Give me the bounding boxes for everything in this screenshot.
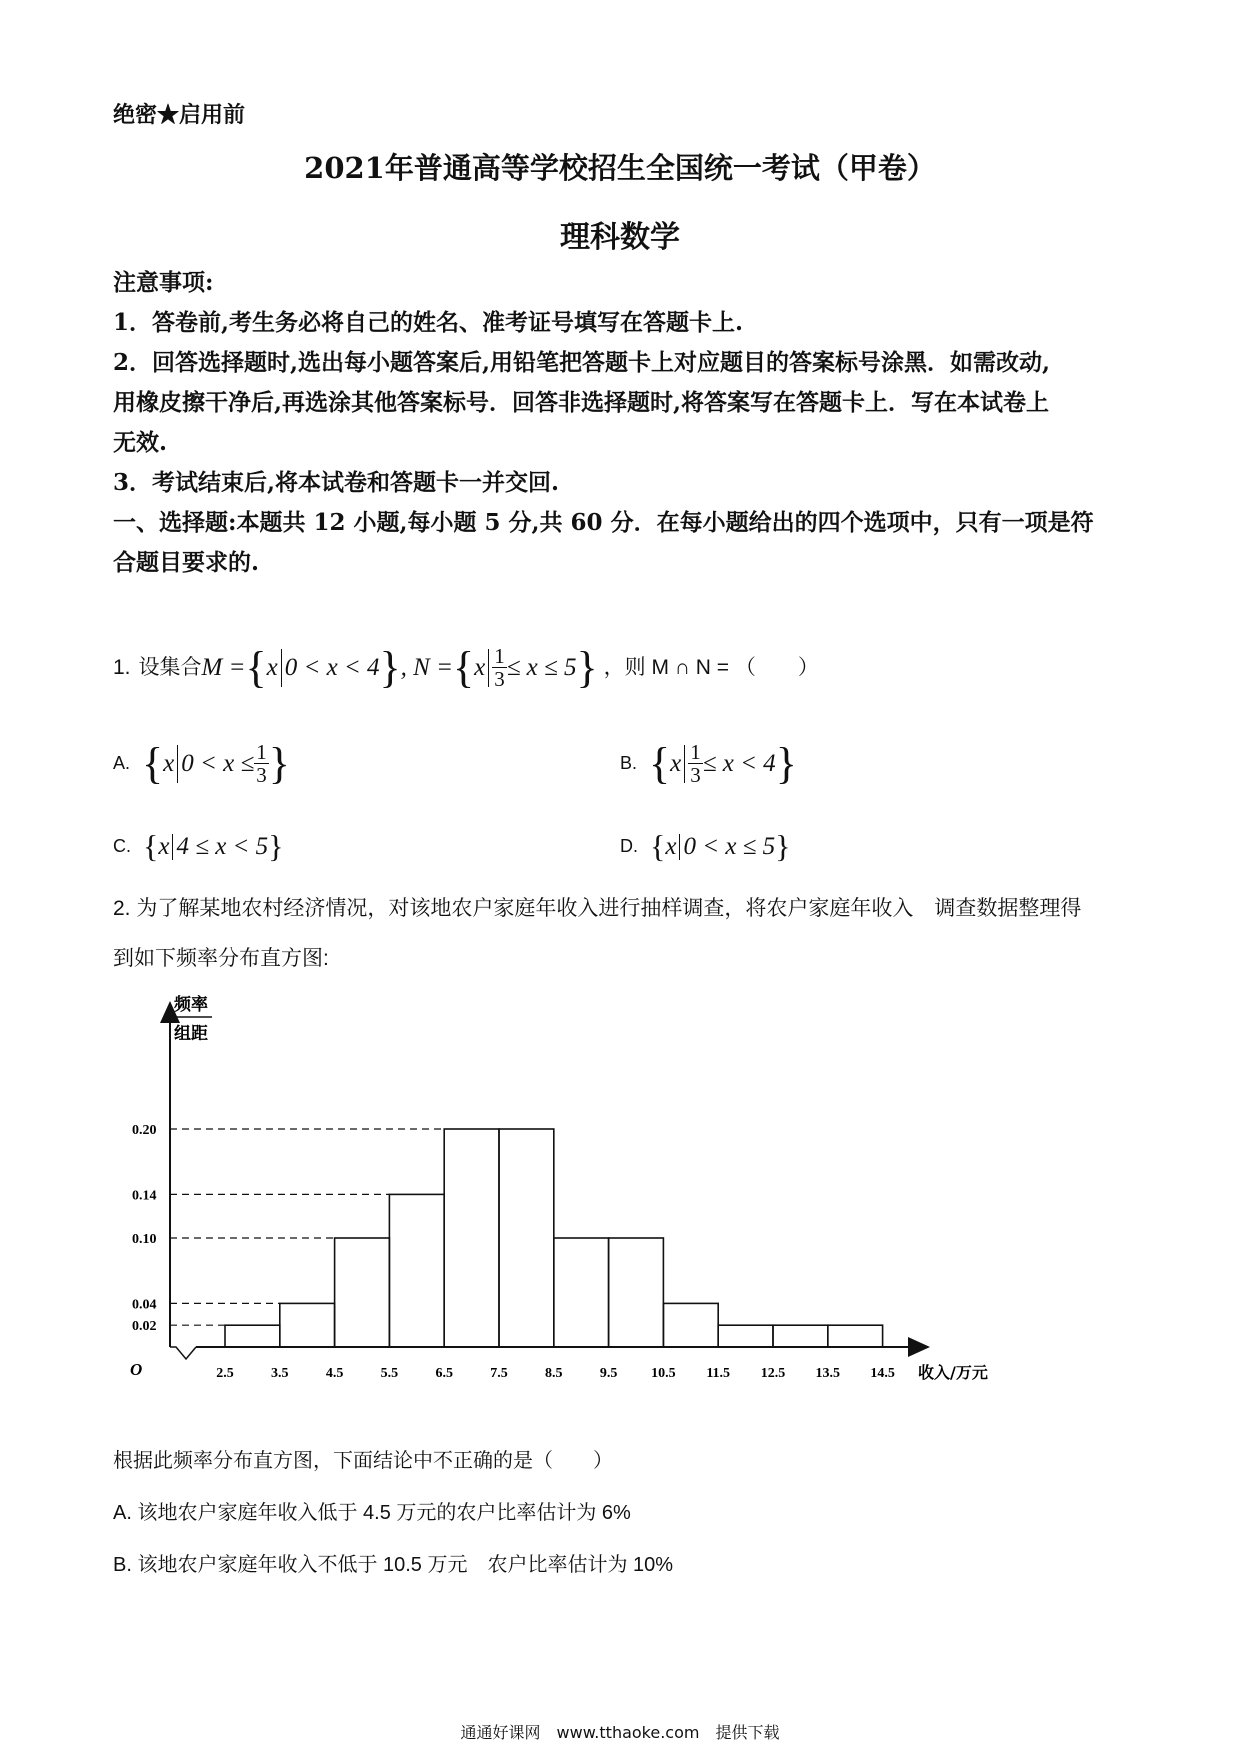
x-tick-label: 5.5 [380, 1366, 399, 1381]
x-tick-label: 3.5 [271, 1366, 289, 1381]
y-axis-label-top: 频率 [174, 995, 208, 1015]
histogram-bar [554, 1238, 609, 1347]
option-b-label: B. [620, 753, 638, 773]
exam-title: 2021年普通高等学校招生全国统一考试（甲卷） [304, 151, 936, 185]
q2-option-b[interactable]: B. 该地农户家庭年收入不低于 10.5 万元 农户比率估计为 10% [113, 1554, 674, 1576]
q1-text: 设集合 [138, 655, 202, 679]
y-axis-label-bottom: 组距 [174, 1024, 208, 1044]
subject-title: 理科数学 [560, 220, 680, 255]
histogram-bar [389, 1194, 444, 1347]
histogram-bar [828, 1325, 883, 1347]
section-heading-line-1: 一、选择题:本题共 12 小题,每小题 5 分,共 60 分．在每小题给出的四个选项中，只有一项是符 [113, 509, 1094, 536]
x-tick-label: 14.5 [870, 1366, 895, 1381]
x-tick-label: 9.5 [599, 1366, 618, 1381]
y-tick-label: 0.02 [132, 1319, 157, 1335]
q1-n-fraction: $\frac{1}{3}$ [494, 644, 505, 691]
x-tick-label: 6.5 [435, 1366, 453, 1381]
q1-m-condition: 0 < x < 4 [284, 653, 380, 681]
x-tick-label: 2.5 [216, 1366, 234, 1381]
histogram-bar [609, 1238, 664, 1347]
option-d-condition: 0 < x ≤ 5 [683, 832, 776, 860]
note-2-line-1: 2．回答选择题时,选出每小题答案后,用铅笔把答题卡上对应题目的答案标号涂黑．如需改动, [113, 349, 1051, 376]
q2-line-2: 到如下频率分布直方图: [113, 947, 329, 970]
q1-n-def: , N = [400, 653, 453, 681]
histogram-bar [335, 1238, 390, 1347]
x-tick-label: 11.5 [706, 1366, 731, 1381]
x-axis-label: 收入/万元 [918, 1363, 988, 1382]
y-tick-label: 0.04 [132, 1297, 157, 1313]
option-d-label: D. [620, 836, 638, 856]
x-tick-label: 4.5 [325, 1366, 344, 1381]
axis-break [170, 1347, 196, 1359]
q1-option-d[interactable]: D. { x 0 < x ≤ 5 } [620, 828, 791, 864]
q2-line-1: 2. 为了解某地农村经济情况，对该地农户家庭年收入进行抽样调查，将农户家庭年收入 调查数据整理得 [113, 897, 1082, 920]
question-1: 1. 设集合 M = { x 0 < x < 4 } , N = { x $\frac{1}{3}$ ≤ x ≤ 5 } ，则 M ∩ N = （ ） [113, 643, 819, 692]
notes-heading: 注意事项: [113, 269, 214, 296]
option-c-label: C. [113, 836, 131, 856]
q1-n-condition: ≤ x ≤ 5 [506, 653, 577, 681]
x-tick-label: 8.5 [545, 1366, 563, 1381]
option-a-label: A. [113, 753, 131, 773]
y-tick-label: 0.20 [132, 1123, 157, 1138]
note-2-line-2: 用橡皮擦干净后,再选涂其他答案标号．回答非选择题时,将答案写在答题卡上．写在本试卷上 [113, 389, 1050, 416]
option-c-condition: 4 ≤ x < 5 [176, 832, 269, 860]
histogram-bar [663, 1303, 718, 1347]
histogram-bar [444, 1129, 499, 1347]
y-tick-label: 0.14 [132, 1188, 157, 1204]
note-1: 1．答卷前,考生务必将自己的姓名、准考证号填写在答题卡上. [113, 309, 744, 336]
q1-number: 1. [113, 655, 131, 679]
q1-m-def: M = [201, 653, 246, 681]
note-3: 3．考试结束后,将本试卷和答题卡一并交回. [113, 469, 560, 496]
frequency-histogram [110, 985, 1010, 1385]
histogram-bar [773, 1325, 828, 1347]
x-tick-label: 10.5 [651, 1366, 676, 1381]
q2-question: 根据此频率分布直方图，下面结论中不正确的是（ ） [113, 1450, 613, 1472]
option-a-fraction: $\frac{1}{3}$ [256, 740, 267, 787]
q2-option-a[interactable]: A. 该地农户家庭年收入低于 4.5 万元的农户比率估计为 6% [113, 1502, 631, 1524]
secret-label: 绝密★启用前 [113, 102, 246, 128]
x-tick-label: 7.5 [490, 1366, 508, 1381]
x-tick-label: 13.5 [815, 1366, 841, 1381]
option-a-condition: 0 < x ≤ [181, 749, 255, 777]
option-b-condition: ≤ x < 4 [702, 749, 776, 777]
histogram-bar [225, 1325, 280, 1347]
section-heading-line-2: 合题目要求的. [113, 549, 260, 576]
q1-option-c[interactable]: C. { x 4 ≤ x < 5 } [113, 828, 284, 864]
y-tick-label: 0.10 [132, 1232, 157, 1247]
x-tick-label: 12.5 [760, 1366, 786, 1381]
q1-tail: ，则 M ∩ N = （ ） [603, 655, 819, 679]
option-b-fraction: $\frac{1}{3}$ [690, 740, 701, 787]
footer-source: 通通好课网 www.tthaoke.com 提供下载 [460, 1723, 780, 1742]
origin-label: O [130, 1360, 143, 1379]
q1-option-b[interactable]: B. { x $\frac{1}{3}$ ≤ x < 4 } [620, 739, 797, 788]
note-2-line-3: 无效. [113, 429, 168, 456]
q1-option-a[interactable]: A. { x 0 < x ≤ $\frac{1}{3}$ } [113, 739, 290, 788]
histogram-bar [499, 1129, 554, 1347]
histogram-bar [280, 1303, 335, 1347]
histogram-bar [718, 1325, 773, 1347]
